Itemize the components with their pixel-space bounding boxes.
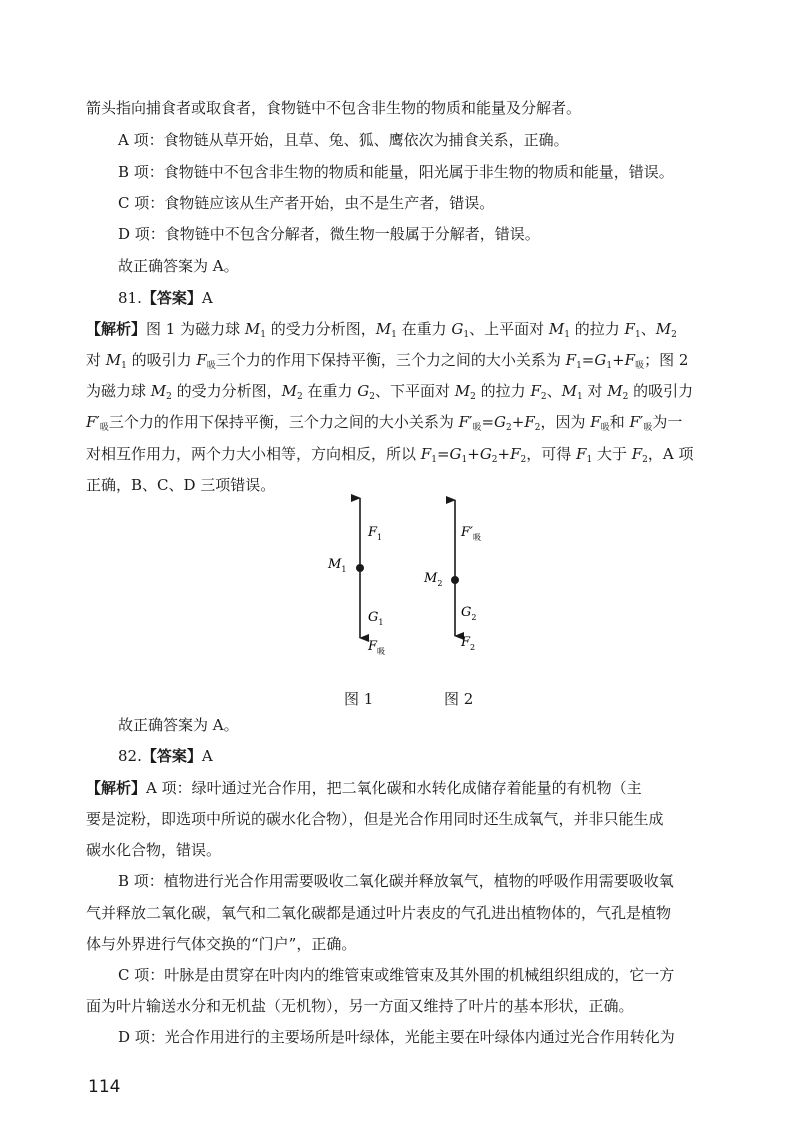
fig1-ball [356, 564, 364, 572]
q82-answer: A [201, 747, 213, 765]
q81-analysis-line: 对相互作用力，两个力大小相等，方向相反，所以 $F_1=G_1+G_2+F_2$，可得 $F_1$ 大于 $F_2$，A 项 [86, 445, 694, 465]
q81-answer-tag: 【答案】 [141, 289, 202, 307]
fig2-up-label: $F'_吸$ [461, 525, 481, 542]
q82-analysis-line: 面为叶片输送水分和无机盐（无机物），另一方面又维持了叶片的基本形状，正确。 [86, 997, 634, 1015]
text-line: 故正确答案为 A。 [118, 257, 239, 275]
q82-analysis-line: D 项：光合作用进行的主要场所是叶绿体，光能主要在叶绿体内通过光合作用转化为 [118, 1028, 675, 1046]
q82-number: 82. [118, 747, 142, 765]
q81-answer: A [201, 289, 213, 307]
text-line: A 项：食物链从草开始，且草、兔、狐、鹰依次为捕食关系，正确。 [118, 131, 569, 149]
fig1-low-label: $F_吸$ [368, 639, 386, 656]
q81-analysis-line: 为磁力球 $M_2$ 的受力分析图，$M_2$ 在重力 $G_2$、下平面对 $M_2$ 的拉力 $F_2$、$M_1$ 对 $M_2$ 的吸引力 [86, 382, 694, 402]
fig2-ball [451, 576, 459, 584]
fig2-low-label: $F_2$ [461, 635, 476, 652]
q81-analysis-tag: 【解析】 [86, 320, 147, 338]
q81-number: 81. [118, 289, 142, 307]
figure-1-caption: 图 1 [344, 690, 374, 708]
q81-analysis-line: 【解析】图 1 为磁力球 $M_1$ 的受力分析图，$M_1$ 在重力 $G_1$、上平面对 $M_1$ 的拉力 $F_1$、$M_2$ [86, 320, 677, 340]
q82-analysis-line: 体与外界进行气体交换的“门户”，正确。 [86, 935, 357, 953]
q82-analysis-line: 【解析】A 项：绿叶通过光合作用，把二氧化碳和水转化成储存着能量的有机物（主 [86, 779, 642, 797]
fig1-ball-label: $M_1$ [328, 557, 347, 574]
fig1-up-label: $F_1$ [368, 525, 383, 542]
q82-analysis-line: 碳水化合物，错误。 [86, 841, 222, 859]
text-line: D 项：食物链中不包含分解者，微生物一般属于分解者，错误。 [118, 225, 540, 243]
q82-analysis-line: 要是淀粉，即选项中所说的碳水化合物），但是光合作用同时还生成氧气，并非只能生成 [86, 810, 664, 828]
q82-analysis-line: C 项：叶脉是由贯穿在叶肉内的维管束或维管束及其外围的机械组织组成的，它一方 [118, 966, 675, 984]
fig2-mid-label: $G_2$ [461, 605, 477, 622]
force-diagram [300, 490, 540, 670]
text-line: C 项：食物链应该从生产者开始，虫不是生产者，错误。 [118, 194, 495, 212]
fig1-mid-label: $G_1$ [368, 610, 384, 627]
figure-1 [327, 498, 385, 656]
figure-2 [423, 500, 481, 652]
text-line: B 项：食物链中不包含非生物的物质和能量，阳光属于非生物的物质和能量，错误。 [118, 163, 674, 181]
q82-analysis-line: 气并释放二氧化碳，氧气和二氧化碳都是通过叶片表皮的气孔进出植物体的，气孔是植物 [86, 904, 672, 922]
q82-analysis-line: B 项：植物进行光合作用需要吸收二氧化碳并释放氧气，植物的呼吸作用需要吸收氧 [118, 872, 674, 890]
text-line: 箭头指向捕食者或取食者，食物链中不包含非生物的物质和能量及分解者。 [86, 99, 582, 117]
q82-heading [118, 746, 726, 766]
q82-analysis-tag: 【解析】 [86, 779, 147, 797]
text-line: 故正确答案为 A。 [118, 716, 239, 734]
page-number: 114 [88, 1077, 121, 1097]
q81-analysis-line: 正确，B、C、D 三项错误。 [86, 476, 276, 494]
q81-analysis-line: $F'_吸$三个力的作用下保持平衡，三个力之间的大小关系为 $F'_吸=G_2+F_2$，因为 $F_吸$和 $F'_吸$为一 [86, 413, 683, 433]
figure-2-caption: 图 2 [444, 690, 474, 708]
q81-analysis-line: 对 $M_1$ 的吸引力 $F_吸$三个力的作用下保持平衡，三个力之间的大小关系为 $F_1=G_1+F_吸$；图 2 [86, 351, 689, 371]
q81-heading [118, 288, 726, 308]
fig2-ball-label: $M_2$ [424, 571, 443, 588]
q82-answer-tag: 【答案】 [141, 747, 202, 765]
